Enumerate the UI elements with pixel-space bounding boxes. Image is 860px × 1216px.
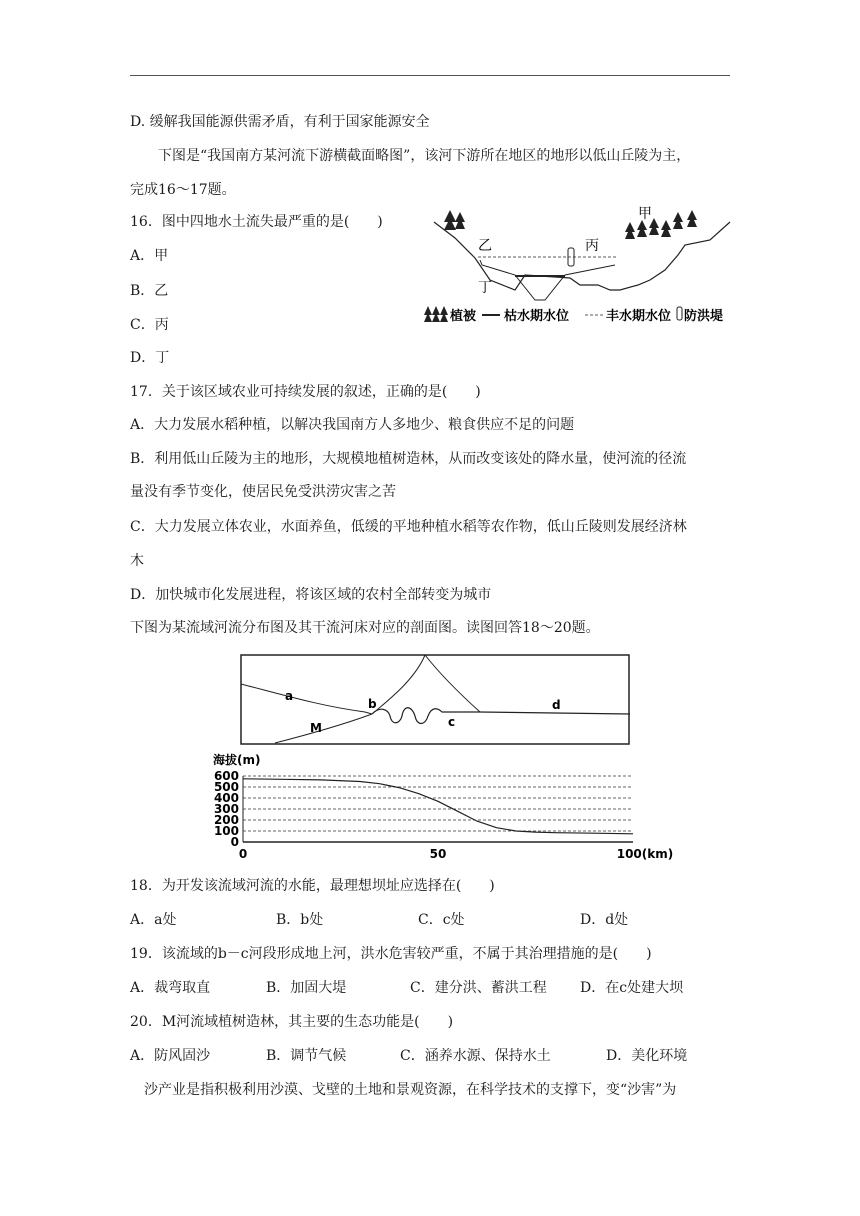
chart-grid xyxy=(243,776,633,842)
vegetation-left xyxy=(444,210,465,230)
q20-option-c[interactable]: C．涵养水源、保持水土 xyxy=(400,1048,551,1064)
elevation-profile-chart xyxy=(205,750,674,862)
legend-dry: 枯水期水位 xyxy=(504,309,570,324)
river-a xyxy=(241,684,372,714)
river-M xyxy=(275,714,372,743)
q16-option-c[interactable]: C．丙 xyxy=(130,317,169,333)
legend-levee-icon xyxy=(677,307,682,320)
river-map-figure xyxy=(240,654,632,746)
vegetation-right xyxy=(625,210,697,239)
x-tick-label: 0 xyxy=(238,847,248,861)
q20-option-d[interactable]: D．美化环境 xyxy=(606,1048,688,1064)
label-jia: 甲 xyxy=(638,206,652,222)
river-main xyxy=(372,708,630,724)
q20-option-b[interactable]: B．调节气候 xyxy=(266,1048,347,1064)
q19-option-c[interactable]: C．建分洪、蓄洪工程 xyxy=(410,980,547,996)
legend-figure1 xyxy=(424,306,723,324)
q17-option-d[interactable]: D．加快城市化发展进程，将该区域的农村全部转变为城市 xyxy=(130,587,492,603)
intro-text-1b: 完成16～17题。 xyxy=(130,182,236,198)
q20-option-a[interactable]: A．防风固沙 xyxy=(130,1048,211,1064)
map-label-M: M xyxy=(310,721,322,735)
q18-option-d[interactable]: D．d处 xyxy=(580,912,629,928)
map-label-c: c xyxy=(448,715,456,729)
x-tick-label: 100(km) xyxy=(616,847,674,861)
question-17: 17．关于该区域农业可持续发展的叙述，正确的是( ) xyxy=(130,384,481,400)
river-branch-2 xyxy=(425,655,480,712)
q18-option-a[interactable]: A．a处 xyxy=(130,912,177,928)
y-tick-label: 300 xyxy=(213,802,239,816)
header-rule xyxy=(130,75,730,76)
q17-option-a[interactable]: A．大力发展水稻种植，以解决我国南方人多地少、粮食供应不足的问题 xyxy=(130,417,575,433)
map-label-d: d xyxy=(552,698,561,712)
y-tick-label: 600 xyxy=(213,769,239,783)
q19-option-a[interactable]: A．裁弯取直 xyxy=(130,980,211,996)
q18-option-c[interactable]: C．c处 xyxy=(418,912,465,928)
intro-text-2: 下图为某流域河流分布图及其干流河床对应的剖面图。读图回答18～20题。 xyxy=(130,620,600,636)
y-tick-label: 400 xyxy=(213,791,239,805)
option-d-previous: D. 缓解我国能源供需矛盾，有利于国家能源安全 xyxy=(130,114,430,130)
y-tick-label: 200 xyxy=(213,813,239,827)
tail-paragraph: 沙产业是指积极利用沙漠、戈壁的土地和景观资源，在科学技术的支撑下，变“沙害”为 xyxy=(144,1082,677,1098)
river-cross-section-figure xyxy=(420,200,730,330)
label-bing: 丙 xyxy=(585,238,599,254)
label-ding: 丁 xyxy=(478,280,492,296)
q17-option-b-line1[interactable]: B．利用低山丘陵为主的地形，大规模地植树造林，从而改变该处的降水量，使河流的径流 xyxy=(130,451,687,467)
chart-xticks xyxy=(239,847,673,861)
map-label-b: b xyxy=(368,697,377,711)
q16-option-a[interactable]: A．甲 xyxy=(130,248,169,264)
chart-yticks xyxy=(214,769,239,849)
q19-option-b[interactable]: B．加固大堤 xyxy=(266,980,347,996)
q17-option-b-line2: 量没有季节变化，使居民免受洪涝灾害之苦 xyxy=(130,484,396,500)
river-branch xyxy=(372,655,425,714)
legend-tree-icon xyxy=(424,306,448,322)
q19-option-d[interactable]: D．在c处建大坝 xyxy=(580,980,684,996)
x-tick-label: 50 xyxy=(429,847,447,861)
y-tick-label: 100 xyxy=(213,824,239,838)
question-19: 19．该流域的b－c河段形成地上河，洪水危害较严重，不属于其治理措施的是( ) xyxy=(130,946,652,962)
chart-ylabel: 海拔(m) xyxy=(213,753,261,767)
legend-veg: 植被 xyxy=(450,309,477,324)
legend-flood: 丰水期水位 xyxy=(606,309,672,324)
y-tick-label: 0 xyxy=(230,835,239,849)
q17-option-c-line2: 木 xyxy=(130,553,144,569)
legend-levee: 防洪堤 xyxy=(684,309,724,324)
q18-option-b[interactable]: B．b处 xyxy=(276,912,324,928)
q16-option-b[interactable]: B．乙 xyxy=(130,283,169,299)
q17-option-c-line1[interactable]: C．大力发展立体农业，水面养鱼，低缓的平地种植水稻等农作物，低山丘陵则发展经济林 xyxy=(130,519,687,535)
y-tick-label: 500 xyxy=(213,780,239,794)
question-20: 20．M河流域植树造林，其主要的生态功能是( ) xyxy=(130,1014,454,1030)
map-label-a: a xyxy=(285,689,294,703)
question-18: 18．为开发该流域河流的水能，最理想坝址应选择在( ) xyxy=(130,878,495,894)
question-16: 16．图中四地水土流失最严重的是( ) xyxy=(130,214,383,230)
q16-option-d[interactable]: D．丁 xyxy=(130,350,170,366)
river-channel xyxy=(480,260,615,300)
intro-text-1: 下图是“我国南方某河流下游横截面略图”，该河下游所在地区的地形以低山丘陵为主， xyxy=(158,148,691,164)
label-yi: 乙 xyxy=(478,238,492,254)
